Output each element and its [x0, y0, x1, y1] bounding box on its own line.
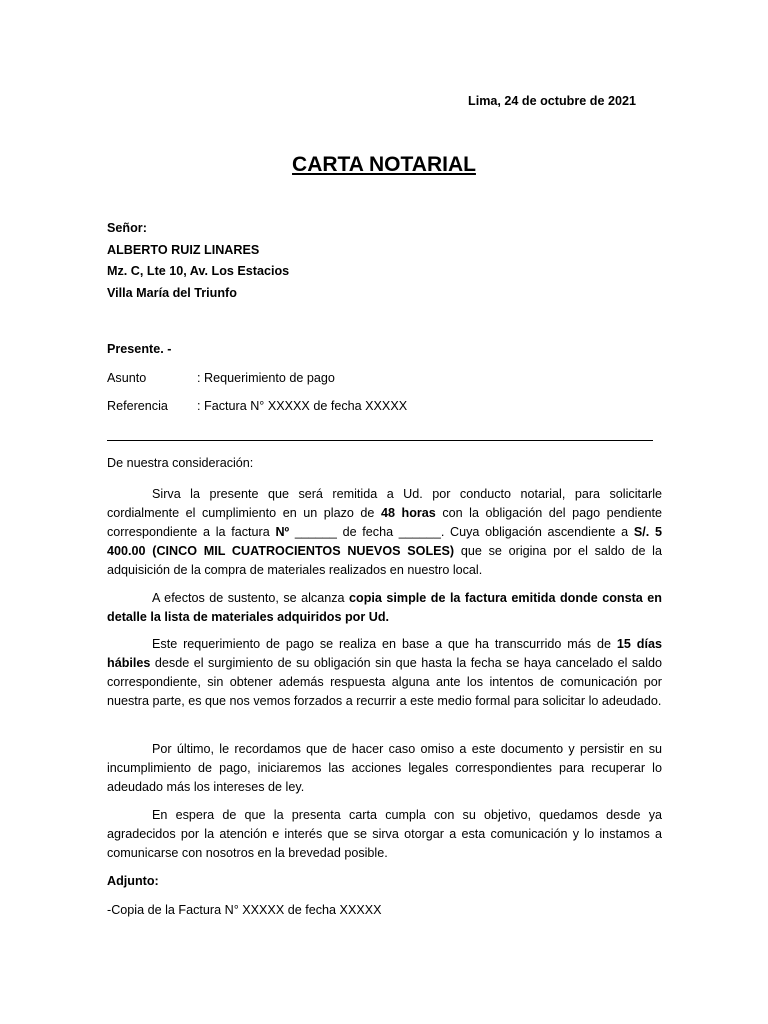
p3-text-a: Este requerimiento de pago se realiza en base a que ha transcurrido más de [152, 637, 617, 651]
greeting: De nuestra consideración: [107, 456, 254, 470]
p2-text-a: A efectos de sustento, se alcanza [152, 591, 350, 605]
adjunto-label: Adjunto: [107, 874, 159, 888]
p1-amount: S/. 5 400.00 (CINCO MIL CUATROCIENTOS NUEVOS SOLES) [107, 525, 662, 558]
adjunto-item: -Copia de la Factura N° XXXXX de fecha XXXXX [107, 903, 382, 917]
p1-deadline: 48 horas [380, 506, 436, 520]
p1-text-g: que se origina por el saldo de la adquisición de la compra de materiales realizados en nuestro local. [107, 544, 662, 577]
recipient-address-line1: Mz. C, Lte 10, Av. Los Estacios [107, 264, 290, 278]
asunto-label: Asunto [107, 371, 147, 385]
asunto-value: : Requerimiento de pago [197, 371, 335, 385]
recipient-name: ALBERTO RUIZ LINARES [107, 243, 260, 257]
paragraph-5: En espera de que la presenta carta cumpla con su objetivo, quedamos desde ya agradecidos por la atención e interés que se sirva otorgar a esta comunicación y lo instamos a comunicarse con nosotros en la brevedad posible. [107, 808, 662, 860]
presente-line: Presente. - [107, 342, 172, 356]
p1-number-sign: Nº [275, 525, 290, 539]
paragraph-4: Por último, le recordamos que de hacer caso omiso a este documento y persistir en su incumplimiento de pago, iniciaremos las acciones legales correspondientes para recuperar lo adeudado más los intereses de ley. [107, 742, 662, 794]
p1-text-c: con la obligación del pago pendiente correspondiente a la factura [107, 506, 662, 539]
paragraph-1 [107, 485, 662, 580]
p1-text-e: ______ de fecha ______. Cuya obligación ascendiente a [289, 525, 634, 539]
asunto-row [0, 371, 768, 391]
referencia-label: Referencia [107, 399, 168, 413]
p3-text-c: desde el surgimiento de su obligación sin que hasta la fecha se haya cancelado el saldo correspondiente, sin obtener además respuesta alguna ante los intentos de comunicación por nuestra parte, es que nos vemos forzados a recurrir a este medio formal para solicitar lo adeudado. [107, 656, 662, 708]
p3-days: 15 días hábiles [107, 637, 662, 670]
recipient-salutation: Señor: [107, 221, 147, 235]
recipient-address-line2: Villa María del Triunfo [107, 286, 237, 300]
paragraph-2 [107, 589, 662, 627]
separator-line [107, 440, 653, 441]
letter-title: CARTA NOTARIAL [292, 153, 476, 176]
paragraph-3 [107, 635, 662, 711]
p2-copy-note: copia simple de la factura emitida donde consta en detalle la lista de materiales adquiridos por Ud. [107, 591, 662, 624]
p1-text-a: Sirva la presente que será remitida a Ud. por conducto notarial, para solicitarle cordialmente el cumplimiento en un plazo de [107, 487, 662, 520]
referencia-row [0, 399, 768, 419]
letter-date: Lima, 24 de octubre de 2021 [468, 94, 636, 108]
referencia-value: : Factura N° XXXXX de fecha XXXXX [197, 399, 408, 413]
